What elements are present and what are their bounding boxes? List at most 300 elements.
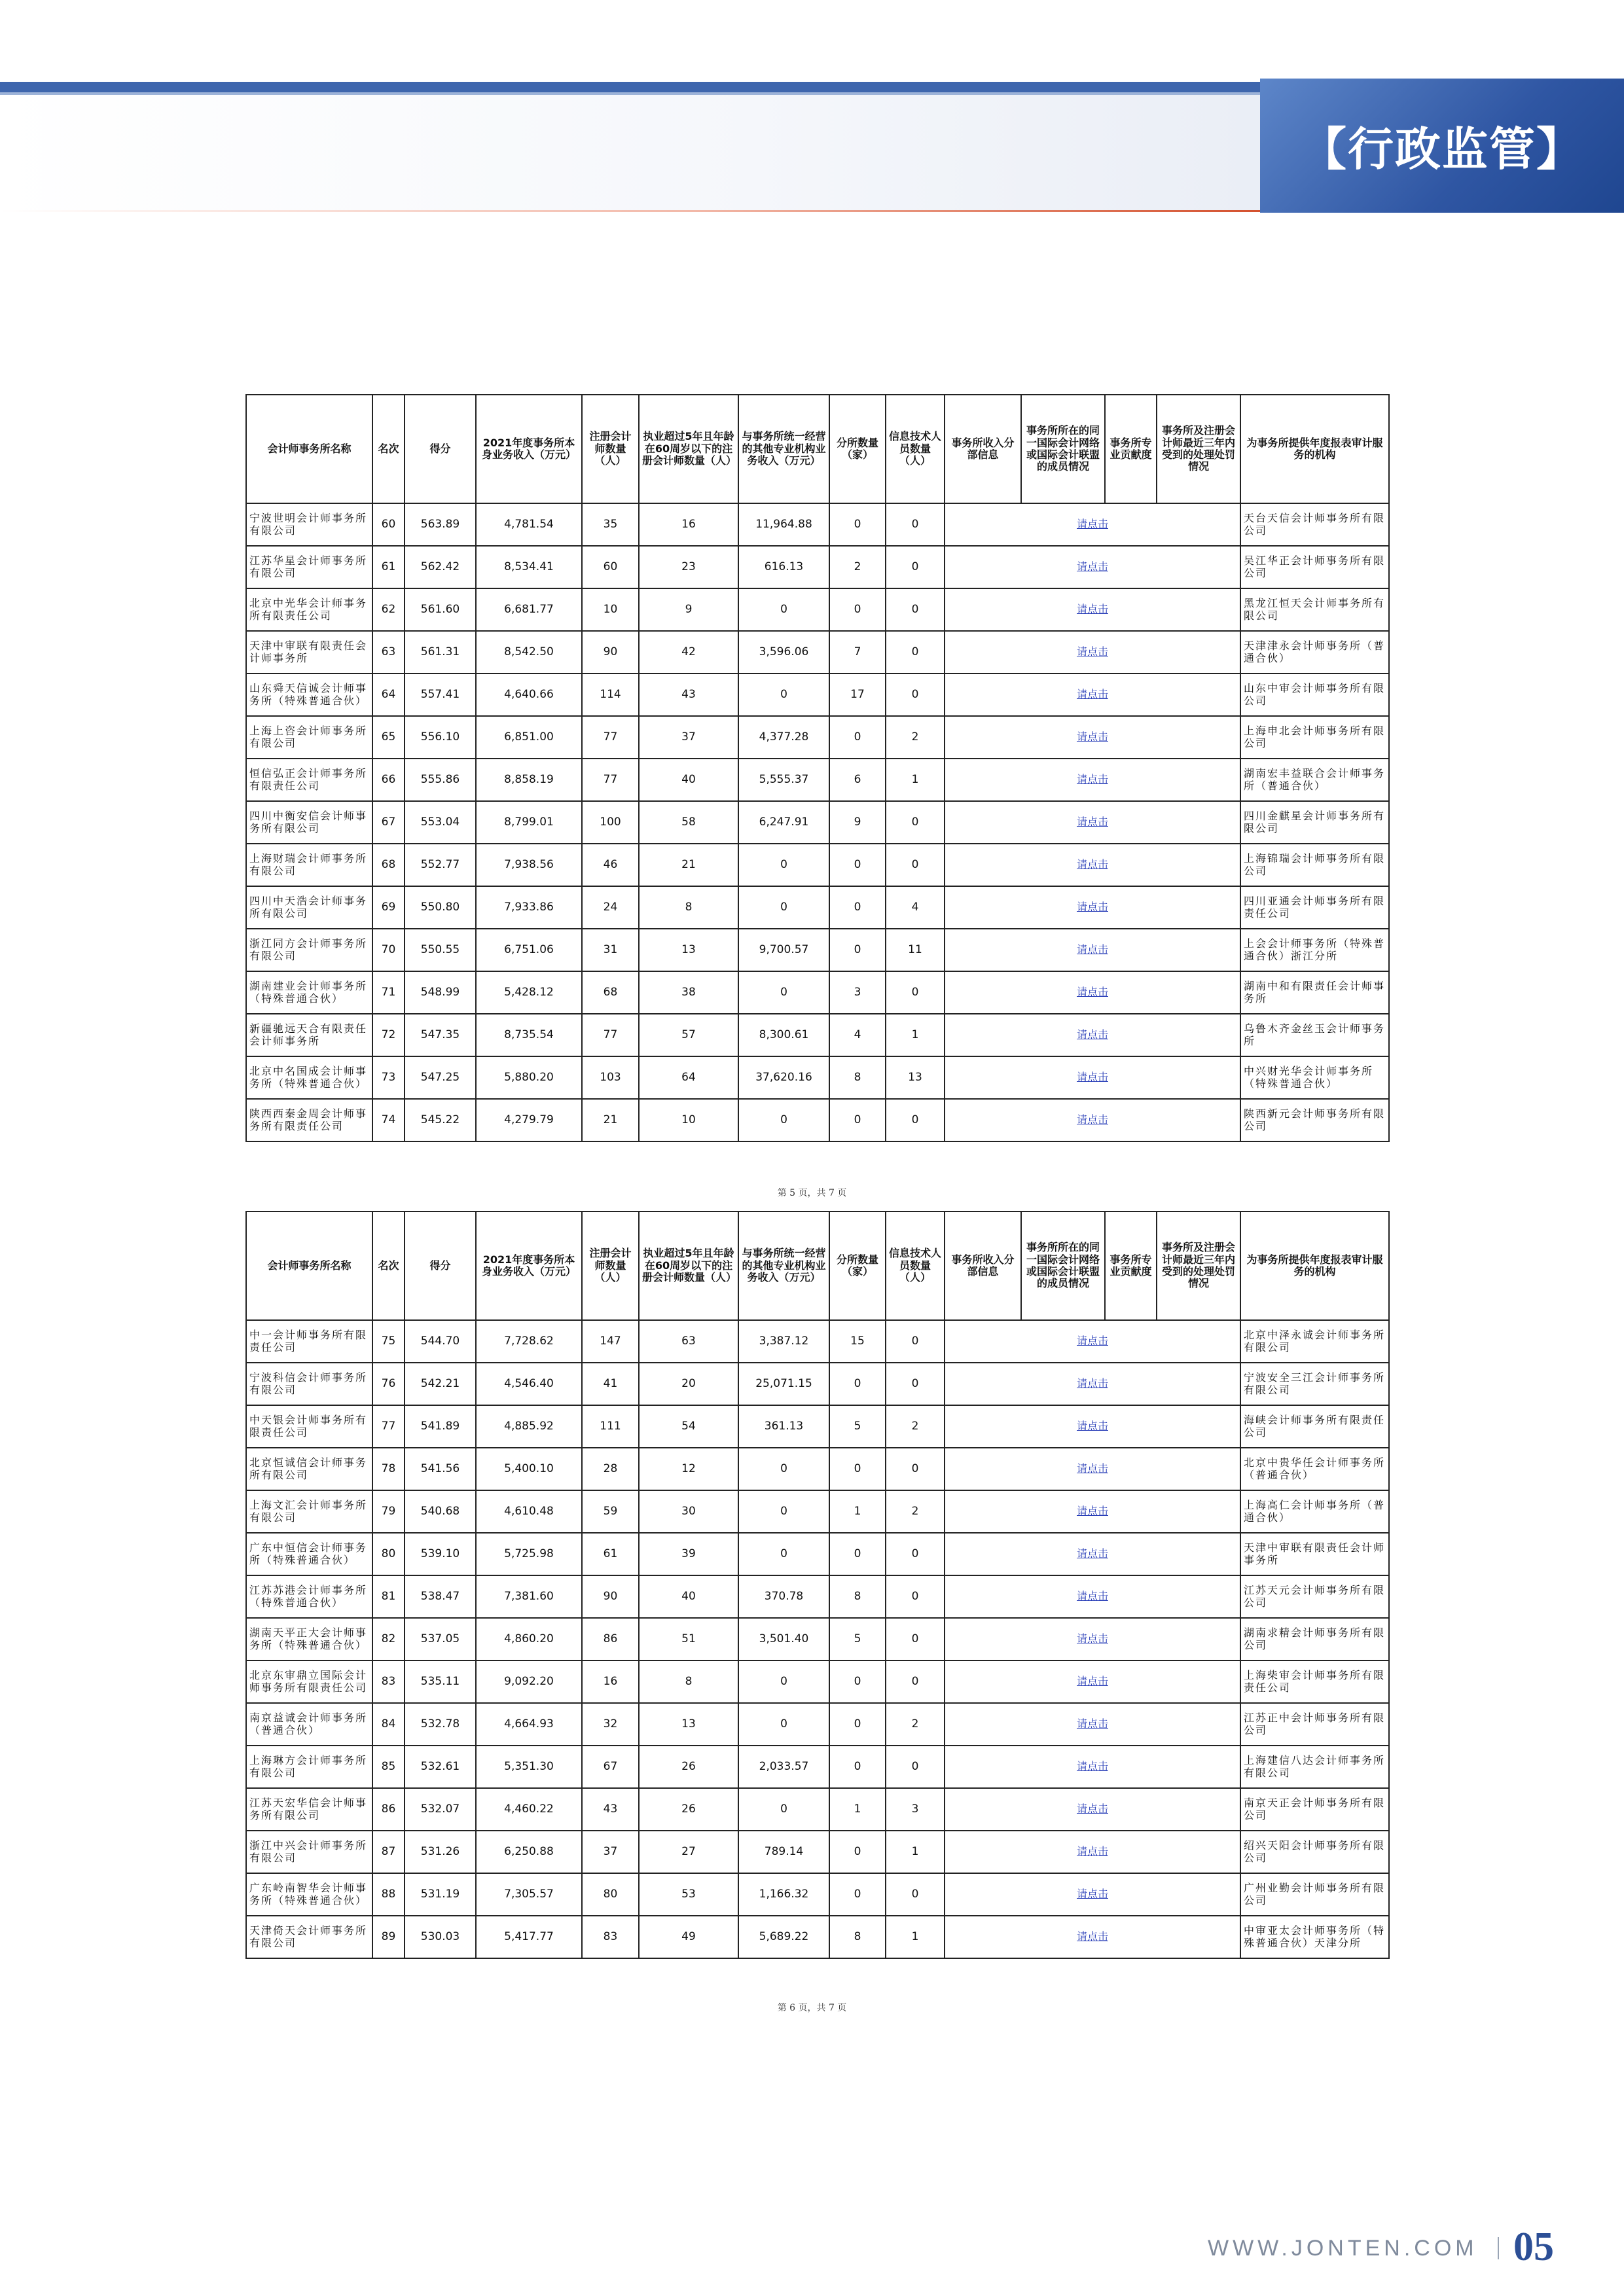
cell-rank: 82 [372,1618,405,1660]
cell-cpa5: 16 [639,503,738,546]
cell-it: 0 [886,1660,945,1703]
cell-branches: 15 [829,1320,886,1363]
table-row [246,1405,1389,1448]
cell-it: 1 [886,1831,945,1873]
cell-other: 5,555.37 [738,759,829,801]
cell-branches: 2 [829,546,886,588]
cell-cpa5: 64 [639,1056,738,1099]
cell-cpa5: 39 [639,1533,738,1575]
cell-branches: 1 [829,1490,886,1533]
cell-branches: 5 [829,1618,886,1660]
column-header: 事务所收入分部信息 [945,395,1021,503]
cell-cpa5: 42 [639,631,738,673]
cell-it: 0 [886,1533,945,1575]
cell-auditor: 乌鲁木齐金丝玉会计师事务所 [1240,1014,1389,1056]
cell-income: 4,546.40 [476,1363,582,1405]
cell-cpa: 77 [582,759,639,801]
cell-name: 四川中天浩会计师事务所有限公司 [246,886,372,929]
cell-cpa: 103 [582,1056,639,1099]
details-link[interactable]: 请点击 [945,631,1240,673]
details-link[interactable]: 请点击 [945,1363,1240,1405]
column-header: 信息技术人员数量（人） [886,395,945,503]
details-link[interactable]: 请点击 [945,1575,1240,1618]
cell-auditor: 上海柴审会计师事务所有限责任公司 [1240,1660,1389,1703]
ranking-table-page-6 [245,1211,1390,1959]
cell-it: 0 [886,1448,945,1490]
table-row [246,1788,1389,1831]
cell-it: 2 [886,1405,945,1448]
cell-branches: 0 [829,1363,886,1405]
table-row [246,1575,1389,1618]
header-band [0,95,1260,210]
cell-name: 湖南天平正大会计师事务所（特殊普通合伙） [246,1618,372,1660]
cell-it: 3 [886,1788,945,1831]
column-header: 注册会计师数量（人） [582,1211,639,1320]
cell-other: 11,964.88 [738,503,829,546]
cell-score: 561.31 [405,631,476,673]
cell-rank: 79 [372,1490,405,1533]
cell-auditor: 湖南求精会计师事务所有限公司 [1240,1618,1389,1660]
column-header: 会计师事务所名称 [246,1211,372,1320]
cell-income: 8,542.50 [476,631,582,673]
cell-rank: 89 [372,1916,405,1958]
column-header: 为事务所提供年度报表审计服务的机构 [1240,395,1389,503]
cell-other: 8,300.61 [738,1014,829,1056]
table-row [246,1363,1389,1405]
cell-auditor: 天津中审联有限责任会计师事务所 [1240,1533,1389,1575]
cell-auditor: 南京天正会计师事务所有限公司 [1240,1788,1389,1831]
cell-score: 563.89 [405,503,476,546]
column-header: 事务所及注册会计师最近三年内受到的处理处罚情况 [1157,1211,1240,1320]
details-link[interactable]: 请点击 [945,1873,1240,1916]
cell-rank: 72 [372,1014,405,1056]
cell-name: 上海文汇会计师事务所有限公司 [246,1490,372,1533]
cell-it: 0 [886,503,945,546]
cell-score: 561.60 [405,588,476,631]
cell-cpa: 77 [582,716,639,759]
cell-cpa: 59 [582,1490,639,1533]
cell-auditor: 北京中贵华任会计师事务所（普通合伙） [1240,1448,1389,1490]
cell-it: 1 [886,759,945,801]
cell-name: 上海财瑞会计师事务所有限公司 [246,844,372,886]
footer-website: WWW.JONTEN.COM [1208,2236,1478,2261]
cell-name: 北京东审鼎立国际会计师事务所有限责任公司 [246,1660,372,1703]
cell-cpa5: 54 [639,1405,738,1448]
table-row [246,929,1389,971]
cell-rank: 67 [372,801,405,844]
cell-cpa: 46 [582,844,639,886]
cell-cpa: 111 [582,1405,639,1448]
cell-auditor: 黑龙江恒天会计师事务所有限公司 [1240,588,1389,631]
cell-score: 538.47 [405,1575,476,1618]
cell-rank: 86 [372,1788,405,1831]
cell-cpa5: 13 [639,929,738,971]
cell-branches: 0 [829,588,886,631]
cell-it: 0 [886,1363,945,1405]
cell-score: 531.26 [405,1831,476,1873]
cell-auditor: 四川金麒星会计师事务所有限公司 [1240,801,1389,844]
cell-name: 宁波世明会计师事务所有限公司 [246,503,372,546]
details-link[interactable]: 请点击 [945,1533,1240,1575]
cell-score: 547.35 [405,1014,476,1056]
cell-cpa: 31 [582,929,639,971]
details-link[interactable]: 请点击 [945,1916,1240,1958]
details-link[interactable]: 请点击 [945,673,1240,716]
table-row [246,844,1389,886]
column-header: 分所数量（家） [829,1211,886,1320]
details-link[interactable]: 请点击 [945,1660,1240,1703]
column-header: 注册会计师数量（人） [582,395,639,503]
cell-cpa: 83 [582,1916,639,1958]
cell-it: 0 [886,1746,945,1788]
cell-branches: 6 [829,759,886,801]
cell-rank: 78 [372,1448,405,1490]
cell-income: 6,250.88 [476,1831,582,1873]
cell-branches: 7 [829,631,886,673]
cell-other: 25,071.15 [738,1363,829,1405]
column-header: 事务所所在的同一国际会计网络或国际会计联盟的成员情况 [1021,395,1105,503]
column-header: 信息技术人员数量（人） [886,1211,945,1320]
cell-rank: 66 [372,759,405,801]
cell-rank: 61 [372,546,405,588]
cell-other: 4,377.28 [738,716,829,759]
cell-cpa: 21 [582,1099,639,1141]
cell-name: 湖南建业会计师事务所（特殊普通合伙） [246,971,372,1014]
cell-cpa: 77 [582,1014,639,1056]
table-row [246,1703,1389,1746]
cell-branches: 0 [829,716,886,759]
cell-branches: 0 [829,1660,886,1703]
cell-branches: 0 [829,1703,886,1746]
cell-other: 3,387.12 [738,1320,829,1363]
cell-rank: 74 [372,1099,405,1141]
cell-branches: 8 [829,1056,886,1099]
table-row [246,1873,1389,1916]
table-row [246,1916,1389,1958]
cell-score: 541.89 [405,1405,476,1448]
cell-it: 0 [886,1618,945,1660]
cell-cpa: 24 [582,886,639,929]
cell-cpa: 10 [582,588,639,631]
table-row [246,546,1389,588]
cell-income: 4,781.54 [476,503,582,546]
table-row [246,1014,1389,1056]
table-row [246,673,1389,716]
cell-auditor: 中审亚太会计师事务所（特殊普通合伙）天津分所 [1240,1916,1389,1958]
details-link[interactable]: 请点击 [945,801,1240,844]
cell-score: 537.05 [405,1618,476,1660]
table-row [246,886,1389,929]
cell-score: 547.25 [405,1056,476,1099]
cell-it: 0 [886,1320,945,1363]
cell-rank: 85 [372,1746,405,1788]
details-link[interactable]: 请点击 [945,1014,1240,1056]
cell-it: 11 [886,929,945,971]
cell-branches: 0 [829,1746,886,1788]
cell-branches: 0 [829,886,886,929]
cell-rank: 68 [372,844,405,886]
cell-auditor: 上海锦瑞会计师事务所有限公司 [1240,844,1389,886]
cell-other: 3,501.40 [738,1618,829,1660]
table-row [246,631,1389,673]
cell-it: 4 [886,886,945,929]
cell-auditor: 湖南中和有限责任会计师事务所 [1240,971,1389,1014]
column-header: 得分 [405,1211,476,1320]
cell-income: 5,880.20 [476,1056,582,1099]
cell-income: 7,305.57 [476,1873,582,1916]
details-link[interactable]: 请点击 [945,1320,1240,1363]
table-row [246,759,1389,801]
cell-income: 9,092.20 [476,1660,582,1703]
cell-other: 0 [738,1533,829,1575]
cell-auditor: 海峡会计师事务所有限责任公司 [1240,1405,1389,1448]
cell-name: 新疆驰远天合有限责任会计师事务所 [246,1014,372,1056]
cell-rank: 69 [372,886,405,929]
cell-cpa: 43 [582,1788,639,1831]
details-link[interactable]: 请点击 [945,929,1240,971]
cell-income: 6,681.77 [476,588,582,631]
cell-cpa5: 27 [639,1831,738,1873]
cell-name: 南京益诚会计师事务所（普通合伙） [246,1703,372,1746]
cell-cpa5: 51 [639,1618,738,1660]
cell-rank: 63 [372,631,405,673]
details-link[interactable]: 请点击 [945,759,1240,801]
cell-income: 5,400.10 [476,1448,582,1490]
cell-income: 4,860.20 [476,1618,582,1660]
details-link[interactable]: 请点击 [945,1056,1240,1099]
cell-branches: 0 [829,1533,886,1575]
cell-other: 3,596.06 [738,631,829,673]
cell-name: 天津倚天会计师事务所有限公司 [246,1916,372,1958]
table-row [246,503,1389,546]
cell-it: 13 [886,1056,945,1099]
cell-cpa: 67 [582,1746,639,1788]
cell-score: 555.86 [405,759,476,801]
details-link[interactable]: 请点击 [945,971,1240,1014]
cell-name: 宁波科信会计师事务所有限公司 [246,1363,372,1405]
details-link[interactable]: 请点击 [945,1746,1240,1788]
cell-cpa: 61 [582,1533,639,1575]
cell-score: 557.41 [405,673,476,716]
details-link[interactable]: 请点击 [945,716,1240,759]
cell-it: 1 [886,1916,945,1958]
cell-rank: 70 [372,929,405,971]
cell-cpa: 16 [582,1660,639,1703]
table-row [246,716,1389,759]
cell-other: 1,166.32 [738,1873,829,1916]
cell-other: 370.78 [738,1575,829,1618]
table-row [246,971,1389,1014]
cell-branches: 0 [829,1099,886,1141]
cell-cpa: 32 [582,1703,639,1746]
cell-other: 0 [738,1448,829,1490]
cell-rank: 76 [372,1363,405,1405]
cell-other: 0 [738,886,829,929]
cell-cpa: 28 [582,1448,639,1490]
cell-auditor: 四川亚通会计师事务所有限责任公司 [1240,886,1389,929]
cell-cpa5: 10 [639,1099,738,1141]
cell-name: 广东中恒信会计师事务所（特殊普通合伙） [246,1533,372,1575]
cell-income: 7,381.60 [476,1575,582,1618]
cell-score: 532.07 [405,1788,476,1831]
cell-cpa5: 38 [639,971,738,1014]
cell-other: 0 [738,971,829,1014]
cell-auditor: 天台天信会计师事务所有限公司 [1240,503,1389,546]
cell-other: 361.13 [738,1405,829,1448]
footer-page-number: 05 [1513,2225,1554,2269]
cell-cpa5: 8 [639,886,738,929]
details-link[interactable]: 请点击 [945,1099,1240,1141]
cell-name: 恒信弘正会计师事务所有限责任公司 [246,759,372,801]
cell-cpa5: 26 [639,1746,738,1788]
column-header: 分所数量（家） [829,395,886,503]
cell-cpa: 80 [582,1873,639,1916]
details-link[interactable]: 请点击 [945,1618,1240,1660]
cell-score: 552.77 [405,844,476,886]
cell-cpa5: 40 [639,1575,738,1618]
column-header: 2021年度事务所本身业务收入（万元） [476,1211,582,1320]
cell-auditor: 上海申北会计师事务所有限公司 [1240,716,1389,759]
cell-cpa: 35 [582,503,639,546]
cell-score: 553.04 [405,801,476,844]
details-link[interactable]: 请点击 [945,1831,1240,1873]
cell-income: 8,735.54 [476,1014,582,1056]
cell-other: 789.14 [738,1831,829,1873]
cell-name: 山东舜天信诚会计师事务所（特殊普通合伙） [246,673,372,716]
cell-it: 0 [886,631,945,673]
cell-income: 4,640.66 [476,673,582,716]
cell-name: 江苏华星会计师事务所有限公司 [246,546,372,588]
cell-income: 4,610.48 [476,1490,582,1533]
cell-score: 562.42 [405,546,476,588]
cell-score: 550.55 [405,929,476,971]
cell-score: 532.61 [405,1746,476,1788]
cell-score: 531.19 [405,1873,476,1916]
column-header: 事务所所在的同一国际会计网络或国际会计联盟的成员情况 [1021,1211,1105,1320]
cell-score: 539.10 [405,1533,476,1575]
cell-cpa5: 13 [639,1703,738,1746]
cell-income: 5,417.77 [476,1916,582,1958]
cell-branches: 8 [829,1575,886,1618]
cell-other: 0 [738,673,829,716]
details-link[interactable]: 请点击 [945,844,1240,886]
cell-rank: 64 [372,673,405,716]
column-header: 为事务所提供年度报表审计服务的机构 [1240,1211,1389,1320]
cell-score: 541.56 [405,1448,476,1490]
cell-name: 上海上咨会计师事务所有限公司 [246,716,372,759]
details-link[interactable]: 请点击 [945,1703,1240,1746]
cell-rank: 83 [372,1660,405,1703]
cell-name: 浙江同方会计师事务所有限公司 [246,929,372,971]
cell-income: 5,428.12 [476,971,582,1014]
cell-auditor: 北京中泽永诚会计师事务所有限公司 [1240,1320,1389,1363]
cell-cpa5: 40 [639,759,738,801]
cell-cpa5: 26 [639,1788,738,1831]
cell-rank: 77 [372,1405,405,1448]
cell-cpa5: 37 [639,716,738,759]
cell-cpa5: 53 [639,1873,738,1916]
details-link[interactable]: 请点击 [945,886,1240,929]
table-row [246,1533,1389,1575]
cell-other: 0 [738,1703,829,1746]
cell-branches: 0 [829,844,886,886]
cell-rank: 88 [372,1873,405,1916]
cell-branches: 0 [829,1448,886,1490]
cell-name: 江苏苏港会计师事务所（特殊普通合伙） [246,1575,372,1618]
cell-cpa: 90 [582,631,639,673]
cell-cpa5: 9 [639,588,738,631]
cell-auditor: 湖南宏丰益联合会计师事务所（普通合伙） [1240,759,1389,801]
details-link[interactable]: 请点击 [945,1448,1240,1490]
cell-auditor: 广州业勤会计师事务所有限公司 [1240,1873,1389,1916]
cell-other: 0 [738,588,829,631]
cell-other: 0 [738,1788,829,1831]
ranking-table-page-5 [245,394,1390,1142]
cell-score: 556.10 [405,716,476,759]
cell-auditor: 中兴财光华会计师事务所（特殊普通合伙） [1240,1056,1389,1099]
cell-other: 616.13 [738,546,829,588]
cell-income: 8,534.41 [476,546,582,588]
cell-rank: 62 [372,588,405,631]
cell-cpa5: 63 [639,1320,738,1363]
cell-auditor: 绍兴天阳会计师事务所有限公司 [1240,1831,1389,1873]
cell-it: 1 [886,1014,945,1056]
cell-cpa5: 30 [639,1490,738,1533]
header-stripe [0,82,1260,92]
cell-cpa5: 49 [639,1916,738,1958]
cell-auditor: 江苏正中会计师事务所有限公司 [1240,1703,1389,1746]
cell-it: 2 [886,1703,945,1746]
cell-name: 北京中名国成会计师事务所（特殊普通合伙） [246,1056,372,1099]
cell-income: 6,851.00 [476,716,582,759]
cell-score: 544.70 [405,1320,476,1363]
cell-other: 6,247.91 [738,801,829,844]
page-footer-6: 第 6 页，共 7 页 [777,2003,847,2013]
cell-branches: 4 [829,1014,886,1056]
cell-name: 浙江中兴会计师事务所有限公司 [246,1831,372,1873]
cell-income: 7,938.56 [476,844,582,886]
details-link[interactable]: 请点击 [945,546,1240,588]
cell-auditor: 山东中审会计师事务所有限公司 [1240,673,1389,716]
cell-branches: 5 [829,1405,886,1448]
table-row [246,1320,1389,1363]
table-row [246,1448,1389,1490]
cell-auditor: 吴江华正会计师事务所有限公司 [1240,546,1389,588]
page-footer-5: 第 5 页，共 7 页 [777,1188,847,1198]
details-link[interactable]: 请点击 [945,588,1240,631]
details-link[interactable]: 请点击 [945,1490,1240,1533]
cell-other: 0 [738,1660,829,1703]
cell-auditor: 陕西新元会计师事务所有限公司 [1240,1099,1389,1141]
cell-branches: 9 [829,801,886,844]
details-link[interactable]: 请点击 [945,1788,1240,1831]
cell-income: 7,933.86 [476,886,582,929]
details-link[interactable]: 请点击 [945,503,1240,546]
cell-branches: 1 [829,1788,886,1831]
cell-name: 天津中审联有限责任会计师事务所 [246,631,372,673]
cell-name: 广东岭南智华会计师事务所（特殊普通合伙） [246,1873,372,1916]
cell-it: 0 [886,1099,945,1141]
cell-it: 0 [886,844,945,886]
column-header: 执业超过5年且年龄在60周岁以下的注册会计师数量（人） [639,1211,738,1320]
cell-other: 0 [738,1490,829,1533]
cell-cpa: 100 [582,801,639,844]
cell-auditor: 上海高仁会计师事务所（普通合伙） [1240,1490,1389,1533]
details-link[interactable]: 请点击 [945,1405,1240,1448]
cell-score: 545.22 [405,1099,476,1141]
cell-score: 550.80 [405,886,476,929]
cell-other: 5,689.22 [738,1916,829,1958]
